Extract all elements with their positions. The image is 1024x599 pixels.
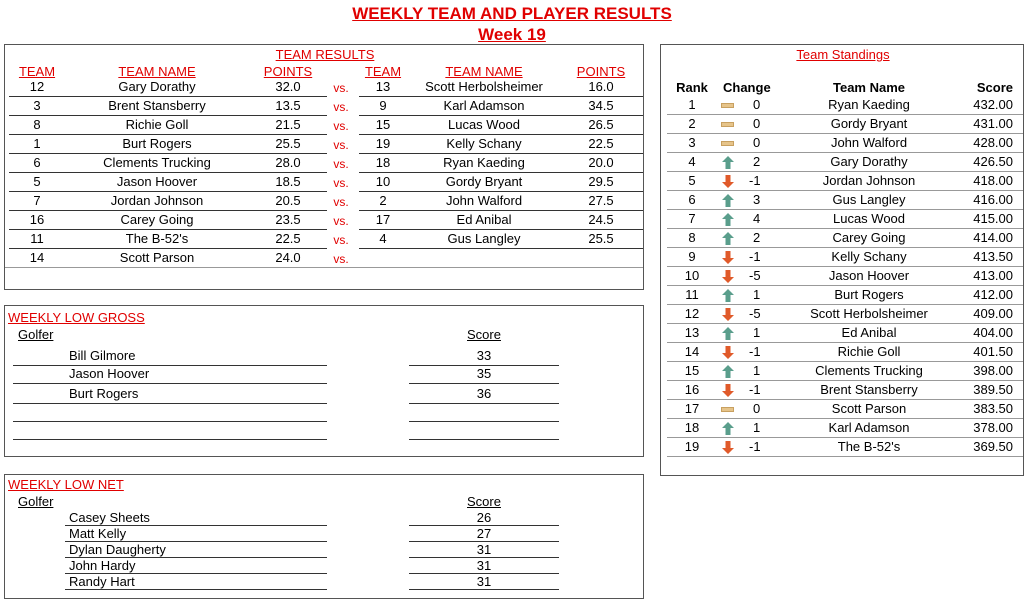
row-divider — [667, 399, 1023, 400]
standing-change: -5 — [749, 306, 761, 321]
up-arrow-shape — [721, 421, 735, 436]
flat-change-icon — [721, 122, 734, 127]
standing-team-name: Richie Goll — [837, 344, 901, 359]
team2-points: 22.5 — [588, 136, 614, 151]
vs-label: vs. — [333, 81, 349, 95]
low-net-golfer: Randy Hart — [69, 574, 135, 589]
team2-number: 4 — [379, 231, 387, 246]
team-name2-header: TEAM NAME — [445, 64, 523, 79]
team2-name: Karl Adamson — [443, 98, 525, 113]
row-underline — [409, 383, 559, 384]
team2-points: 16.0 — [588, 79, 614, 94]
down-arrow-shape — [721, 440, 735, 455]
team1-number: 6 — [33, 155, 41, 170]
team2-points: 26.5 — [588, 117, 614, 132]
vs-label: vs. — [333, 195, 349, 209]
row-underline — [9, 229, 327, 230]
row-underline — [359, 191, 643, 192]
standing-score: 432.00 — [973, 97, 1013, 112]
low-gross-score: 35 — [476, 366, 492, 381]
team2-number: 13 — [375, 79, 391, 94]
team2-points: 29.5 — [588, 174, 614, 189]
standing-change: 0 — [753, 116, 761, 131]
standing-change: 0 — [753, 135, 761, 150]
standing-team-name: John Walford — [830, 135, 908, 150]
up-arrow-shape — [721, 212, 735, 227]
standing-rank: 4 — [688, 154, 696, 169]
low-gross-title: WEEKLY LOW GROSS — [8, 310, 145, 325]
team2-name: Scott Herbolsheimer — [425, 79, 543, 94]
standing-score: 416.00 — [973, 192, 1013, 207]
row-divider — [667, 266, 1023, 267]
row-underline — [359, 172, 643, 173]
standing-score: 426.50 — [973, 154, 1013, 169]
up-arrow-icon — [721, 364, 735, 379]
up-arrow-shape — [721, 231, 735, 246]
up-arrow-shape — [721, 193, 735, 208]
team1-points: 32.0 — [275, 79, 301, 94]
team2-points: 20.0 — [588, 155, 614, 170]
standing-team-name: Ryan Kaeding — [828, 97, 910, 112]
standing-team-name: Scott Herbolsheimer — [810, 306, 928, 321]
team1-header: TEAM — [18, 64, 56, 79]
row-divider — [667, 171, 1023, 172]
low-gross-golfer-header: Golfer — [18, 327, 54, 342]
low-net-panel — [4, 474, 644, 599]
standing-rank: 9 — [688, 249, 696, 264]
up-arrow-icon — [721, 212, 735, 227]
down-arrow-icon — [721, 307, 735, 322]
row-divider — [667, 342, 1023, 343]
team2-number: 9 — [379, 98, 387, 113]
standing-score: 398.00 — [973, 363, 1013, 378]
row-underline — [409, 589, 559, 590]
team2-number: 2 — [379, 193, 387, 208]
row-divider — [667, 228, 1023, 229]
points1-header: POINTS — [263, 64, 313, 79]
row-underline — [13, 383, 327, 384]
team2-points: 27.5 — [588, 193, 614, 208]
standing-rank: 6 — [688, 192, 696, 207]
up-arrow-shape — [721, 155, 735, 170]
standing-team-name: Karl Adamson — [828, 420, 910, 435]
row-divider — [667, 380, 1023, 381]
low-net-score-header: Score — [467, 494, 501, 509]
low-net-score: 31 — [476, 574, 492, 589]
vs-label: vs. — [333, 157, 349, 171]
row-underline — [65, 589, 327, 590]
low-net-title: WEEKLY LOW NET — [8, 477, 124, 492]
standing-team-name: Gordy Bryant — [830, 116, 908, 131]
standing-change: -1 — [749, 382, 761, 397]
vs-label: vs. — [333, 100, 349, 114]
low-net-score: 27 — [476, 526, 492, 541]
standing-change: 1 — [753, 420, 761, 435]
team1-points: 25.5 — [275, 136, 301, 151]
row-underline — [9, 96, 327, 97]
standing-rank: 3 — [688, 135, 696, 150]
down-arrow-shape — [721, 307, 735, 322]
low-gross-score: 33 — [476, 348, 492, 363]
standing-score: 383.50 — [973, 401, 1013, 416]
row-underline — [13, 403, 327, 404]
standing-score: 413.00 — [973, 268, 1013, 283]
low-net-golfer: Matt Kelly — [69, 526, 127, 541]
team2-name: John Walford — [445, 193, 523, 208]
standing-score: 369.50 — [973, 439, 1013, 454]
standing-score: 415.00 — [973, 211, 1013, 226]
standing-change: 1 — [753, 287, 761, 302]
team2-name: Lucas Wood — [447, 117, 521, 132]
vs-label: vs. — [333, 176, 349, 190]
low-gross-panel — [4, 305, 644, 457]
team1-points: 24.0 — [275, 250, 301, 265]
row-divider — [667, 133, 1023, 134]
standings-title: Team Standings — [796, 47, 890, 62]
standing-change: 2 — [753, 230, 761, 245]
team2-points: 25.5 — [588, 231, 614, 246]
down-arrow-icon — [721, 383, 735, 398]
team2-name: Gus Langley — [447, 231, 521, 246]
down-arrow-icon — [721, 440, 735, 455]
team2-number: 15 — [375, 117, 391, 132]
low-net-golfer-header: Golfer — [18, 494, 54, 509]
team1-number: 7 — [33, 193, 41, 208]
team1-number: 1 — [33, 136, 41, 151]
team1-points: 22.5 — [275, 231, 301, 246]
team1-number: 8 — [33, 117, 41, 132]
team1-number: 5 — [33, 174, 41, 189]
row-underline — [409, 439, 559, 440]
low-gross-golfer: Jason Hoover — [69, 366, 150, 381]
team-name1-header: TEAM NAME — [118, 64, 196, 79]
down-arrow-shape — [721, 174, 735, 189]
down-arrow-icon — [721, 345, 735, 360]
up-arrow-shape — [721, 288, 735, 303]
standing-rank: 13 — [684, 325, 700, 340]
row-underline — [359, 96, 643, 97]
standing-change: -5 — [749, 268, 761, 283]
standing-rank: 10 — [684, 268, 700, 283]
standing-change: -1 — [749, 173, 761, 188]
row-divider — [667, 304, 1023, 305]
row-divider — [667, 323, 1023, 324]
team1-points: 13.5 — [275, 98, 301, 113]
down-arrow-icon — [721, 174, 735, 189]
standing-rank: 14 — [684, 344, 700, 359]
standing-team-name: Jason Hoover — [828, 268, 910, 283]
up-arrow-icon — [721, 326, 735, 341]
down-arrow-icon — [721, 250, 735, 265]
standing-team-name: Burt Rogers — [834, 287, 904, 302]
row-underline — [13, 439, 327, 440]
low-net-score: 26 — [476, 510, 492, 525]
row-divider — [667, 190, 1023, 191]
score-header: Score — [976, 80, 1013, 95]
up-arrow-shape — [721, 364, 735, 379]
week-label: Week 19 — [478, 25, 546, 44]
row-underline — [9, 134, 327, 135]
row-underline — [409, 403, 559, 404]
team1-points: 23.5 — [275, 212, 301, 227]
team1-number: 3 — [33, 98, 41, 113]
low-net-golfer: Casey Sheets — [69, 510, 150, 525]
down-arrow-shape — [721, 250, 735, 265]
team1-points: 18.5 — [275, 174, 301, 189]
standing-score: 428.00 — [973, 135, 1013, 150]
team1-number: 16 — [29, 212, 45, 227]
row-underline — [13, 421, 327, 422]
team1-number: 12 — [29, 79, 45, 94]
team2-points: 34.5 — [588, 98, 614, 113]
divider — [5, 267, 643, 268]
up-arrow-icon — [721, 288, 735, 303]
standings-panel — [660, 44, 1024, 476]
team1-name: Jordan Johnson — [110, 193, 204, 208]
row-divider — [667, 361, 1023, 362]
vs-label: vs. — [333, 233, 349, 247]
team1-name: Brent Stansberry — [108, 98, 206, 113]
team2-number: 19 — [375, 136, 391, 151]
row-underline — [409, 421, 559, 422]
standing-change: 2 — [753, 154, 761, 169]
team1-name: Gary Dorathy — [118, 79, 196, 94]
row-underline — [359, 134, 643, 135]
row-underline — [9, 172, 327, 173]
row-underline — [13, 365, 327, 366]
standing-team-name: Kelly Schany — [831, 249, 907, 264]
standing-rank: 12 — [684, 306, 700, 321]
points2-header: POINTS — [576, 64, 626, 79]
team1-name: Jason Hoover — [116, 174, 198, 189]
row-divider — [667, 209, 1023, 210]
row-divider — [667, 152, 1023, 153]
low-gross-golfer: Burt Rogers — [69, 386, 139, 401]
standing-rank: 7 — [688, 211, 696, 226]
rank-header: Rank — [676, 80, 708, 95]
standing-team-name: Gus Langley — [832, 192, 906, 207]
team2-number: 17 — [375, 212, 391, 227]
standing-rank: 18 — [684, 420, 700, 435]
up-arrow-icon — [721, 155, 735, 170]
standing-change: 1 — [753, 325, 761, 340]
flat-change-icon — [721, 103, 734, 108]
up-arrow-icon — [721, 193, 735, 208]
team1-name: The B-52's — [125, 231, 189, 246]
vs-label: vs. — [333, 138, 349, 152]
standing-rank: 19 — [684, 439, 700, 454]
team1-name: Carey Going — [120, 212, 194, 227]
row-underline — [359, 210, 643, 211]
row-underline — [359, 248, 643, 249]
low-gross-score-header: Score — [467, 327, 501, 342]
team1-name: Richie Goll — [125, 117, 189, 132]
standing-change: 4 — [753, 211, 761, 226]
standing-score: 412.00 — [973, 287, 1013, 302]
standing-team-name: Scott Parson — [831, 401, 907, 416]
standing-score: 431.00 — [973, 116, 1013, 131]
team-name-header: Team Name — [832, 80, 905, 95]
row-divider — [667, 418, 1023, 419]
low-gross-golfer: Bill Gilmore — [69, 348, 136, 363]
standing-rank: 1 — [688, 97, 696, 112]
down-arrow-shape — [721, 269, 735, 284]
standing-rank: 8 — [688, 230, 696, 245]
standing-rank: 11 — [685, 287, 699, 302]
down-arrow-shape — [721, 383, 735, 398]
standing-rank: 5 — [688, 173, 696, 188]
team1-number: 14 — [29, 250, 45, 265]
standing-team-name: The B-52's — [837, 439, 901, 454]
up-arrow-icon — [721, 231, 735, 246]
team1-name: Burt Rogers — [122, 136, 192, 151]
low-net-golfer: John Hardy — [69, 558, 136, 573]
team1-number: 11 — [30, 231, 44, 246]
team2-name: Kelly Schany — [446, 136, 522, 151]
standing-change: -1 — [749, 249, 761, 264]
team2-name: Ed Anibal — [456, 212, 512, 227]
standing-team-name: Lucas Wood — [832, 211, 906, 226]
page-title: WEEKLY TEAM AND PLAYER RESULTS — [352, 4, 672, 23]
row-underline — [359, 115, 643, 116]
team2-number: 10 — [375, 174, 391, 189]
standing-team-name: Brent Stansberry — [820, 382, 918, 397]
standing-change: -1 — [749, 344, 761, 359]
standing-change: 1 — [753, 363, 761, 378]
standing-team-name: Gary Dorathy — [830, 154, 908, 169]
standing-team-name: Jordan Johnson — [822, 173, 916, 188]
down-arrow-shape — [721, 345, 735, 360]
standing-rank: 15 — [684, 363, 700, 378]
team1-points: 21.5 — [275, 117, 301, 132]
up-arrow-icon — [721, 421, 735, 436]
row-underline — [9, 210, 327, 211]
row-divider — [667, 285, 1023, 286]
standing-score: 418.00 — [973, 173, 1013, 188]
standing-team-name: Clements Trucking — [815, 363, 923, 378]
team2-name: Gordy Bryant — [445, 174, 523, 189]
low-net-golfer: Dylan Daugherty — [69, 542, 166, 557]
change-header: Change — [723, 80, 771, 95]
row-underline — [9, 248, 327, 249]
team2-header: TEAM — [364, 64, 402, 79]
row-underline — [9, 153, 327, 154]
team2-points: 24.5 — [588, 212, 614, 227]
row-divider — [667, 456, 1023, 457]
row-underline — [9, 191, 327, 192]
low-gross-score: 36 — [476, 386, 492, 401]
standing-change: 0 — [753, 401, 761, 416]
up-arrow-shape — [721, 326, 735, 341]
standing-score: 389.50 — [973, 382, 1013, 397]
vs-label: vs. — [333, 119, 349, 133]
standing-change: -1 — [749, 439, 761, 454]
flat-change-icon — [721, 407, 734, 412]
row-divider — [667, 437, 1023, 438]
standing-team-name: Carey Going — [832, 230, 906, 245]
standing-change: 0 — [753, 97, 761, 112]
vs-label: vs. — [333, 252, 349, 266]
standing-score: 414.00 — [973, 230, 1013, 245]
standing-team-name: Ed Anibal — [841, 325, 897, 340]
team2-number: 18 — [375, 155, 391, 170]
team2-name: Ryan Kaeding — [443, 155, 525, 170]
row-underline — [359, 229, 643, 230]
team-results-panel — [4, 44, 644, 290]
low-net-score: 31 — [476, 558, 492, 573]
down-arrow-icon — [721, 269, 735, 284]
standing-change: 3 — [753, 192, 761, 207]
standing-rank: 16 — [684, 382, 700, 397]
standing-score: 404.00 — [973, 325, 1013, 340]
vs-label: vs. — [333, 214, 349, 228]
team1-name: Scott Parson — [119, 250, 195, 265]
team1-points: 28.0 — [275, 155, 301, 170]
standing-score: 378.00 — [973, 420, 1013, 435]
row-divider — [667, 114, 1023, 115]
row-underline — [9, 115, 327, 116]
standing-rank: 2 — [688, 116, 696, 131]
row-divider — [667, 247, 1023, 248]
team-results-title: TEAM RESULTS — [275, 47, 375, 62]
standing-score: 409.00 — [973, 306, 1013, 321]
standing-score: 401.50 — [973, 344, 1013, 359]
low-net-score: 31 — [476, 542, 492, 557]
team1-points: 20.5 — [275, 193, 301, 208]
standing-rank: 17 — [684, 401, 700, 416]
row-underline — [359, 153, 643, 154]
flat-change-icon — [721, 141, 734, 146]
standing-score: 413.50 — [973, 249, 1013, 264]
team1-name: Clements Trucking — [103, 155, 211, 170]
